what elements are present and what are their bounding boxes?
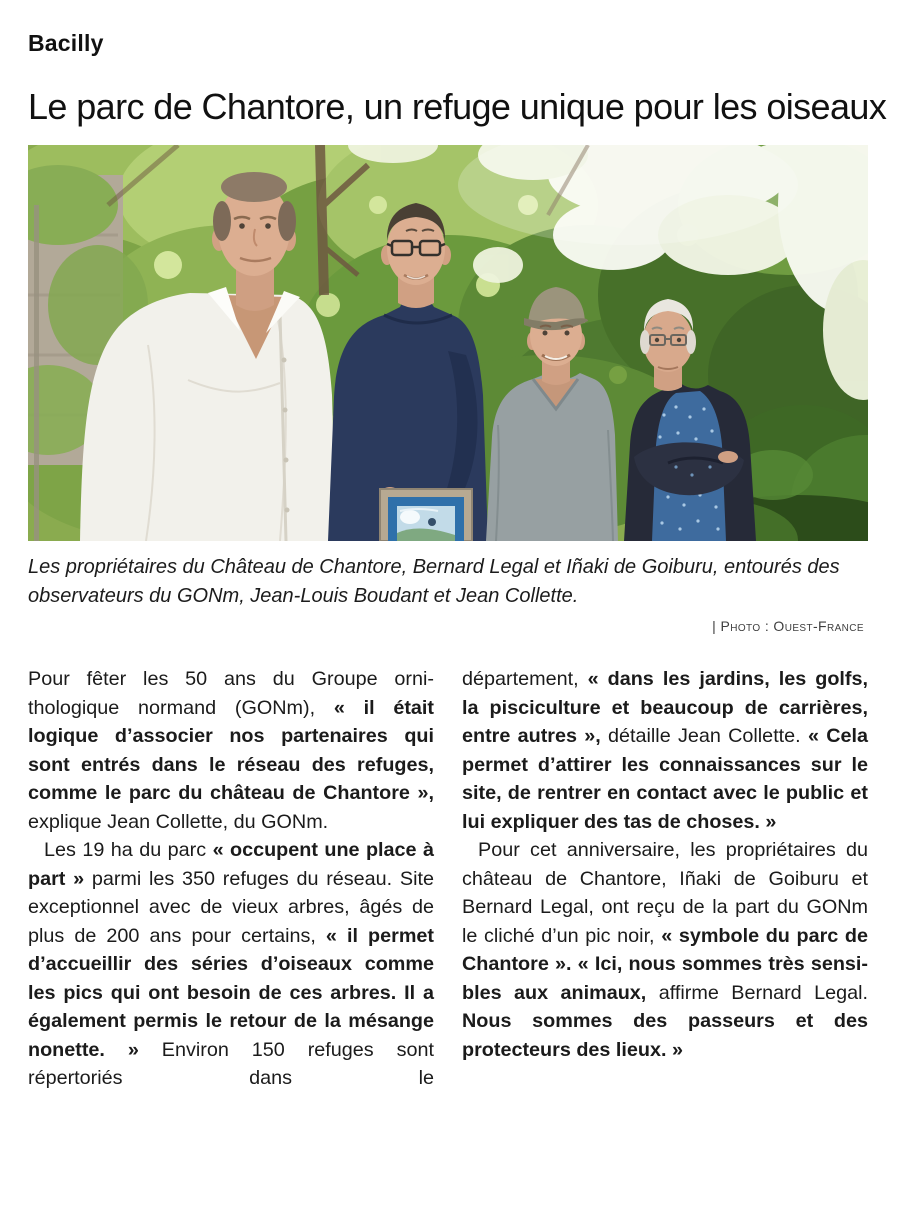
article-paragraph: [462, 836, 868, 1064]
text-run: Pour cet anniversaire, les propriétaires du château de Chantore, Iñaki de Goiburu et Bernard Legal, ont reçu de la part du GONm le cliché d’un pic noir,: [462, 839, 868, 947]
quote-bold-run: « symbole du parc de Chantore ». « Ici, nous sommes très sensibles aux animaux,: [462, 924, 868, 1004]
article-headline: Le parc de Chantore, un refuge unique pour les oiseaux: [28, 86, 887, 127]
fence-pole: [34, 205, 39, 541]
text-run: Environ 150 refuges sont répertoriés dans le: [28, 1038, 434, 1089]
article-body: [28, 665, 868, 1093]
article-paragraph: [28, 665, 434, 836]
quote-bold-run: « occupent une place à part »: [28, 839, 434, 890]
section-label: Bacilly: [28, 30, 104, 56]
quote-bold-run: « Cela permet d’attirer les connaissances sur le site, de rentrer en contact avec le public et lui expliquer des tas de choses. »: [462, 725, 868, 833]
black-woodpecker-in-photo: [428, 518, 436, 526]
quote-bold-run: « dans les jardins, les golfs, la pisciculture et beaucoup de carrières, entre autres »,: [462, 668, 868, 747]
article-paragraph: [28, 836, 434, 1093]
text-run: département,: [462, 668, 588, 690]
text-run: explique Jean Collette, du GONm.: [28, 810, 329, 833]
photo-caption: Les propriétaires du Château de Chantore, Bernard Legal et Iñaki de Goiburu, entourés des observateurs du GONm, Jean-Louis Boudant et Jean Collette.: [28, 556, 840, 607]
text-run: Pour fêter les 50 ans du Groupe ornithologique normand (GONm),: [28, 668, 434, 719]
photo-credit: | Photo : Ouest-France: [712, 618, 864, 634]
article-column-right: [462, 665, 868, 1093]
article-photo: [28, 145, 868, 541]
garden-group-photo-illustration: [28, 145, 868, 541]
quote-bold-run: « il permet d’accueillir des séries d’oiseaux comme les pics qui ont besoin de ces arbres. Il a également permis le retour de la mésange nonette. »: [28, 924, 434, 1061]
framed-picture: [380, 487, 472, 541]
text-run: parmi les 350 refuges du réseau. Site exceptionnel avec de vieux arbres, âgés de plus de 200 ans pour certains,: [28, 867, 434, 947]
text-run: affirme Bernard Legal.: [658, 981, 868, 1004]
article-column-left: [28, 665, 434, 1093]
quote-bold-run: Nous sommes des passeurs et des protecteurs des lieux. »: [462, 1010, 868, 1061]
article-photo-figure: [28, 145, 917, 633]
quote-bold-run: « il était logique d’associer nos partenaires qui sont entrés dans le réseau des refuges, comme le parc du château de Chantore »,: [28, 696, 434, 804]
text-run: détaille Jean Collette.: [608, 725, 808, 747]
text-run: Les 19 ha du parc: [44, 839, 213, 861]
article-paragraph: [462, 665, 868, 836]
